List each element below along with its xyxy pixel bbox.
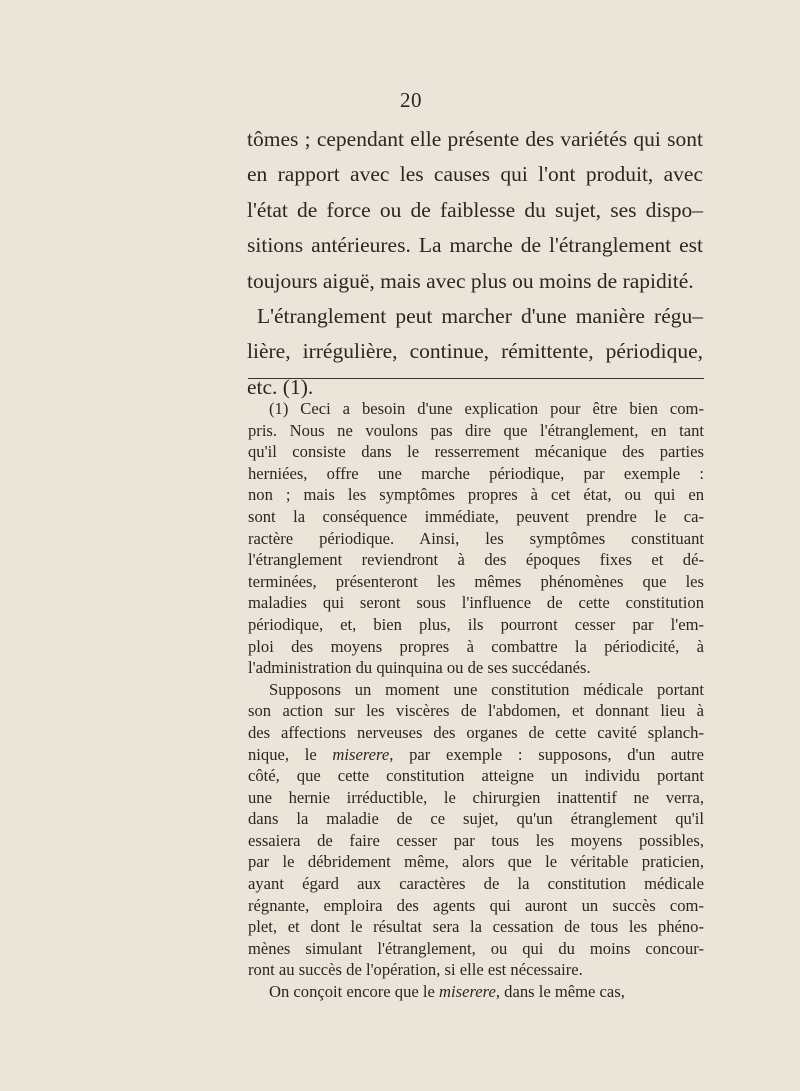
footnote-line: Supposons un moment une constitution médicale portant — [269, 679, 704, 699]
footnote-line-segment: , par exemple : supposons, d'un autre — [389, 744, 705, 764]
footnote-line: sont la conséquence immédiate, peuvent prendre le ca- — [248, 506, 704, 526]
footnote-line: l'administration du quinquina ou de ses succédanés. — [248, 658, 591, 678]
footnote-line: dans la maladie de ce sujet, qu'un étranglement qu'il — [248, 809, 704, 829]
footnote — [248, 398, 704, 1003]
footnote-line: par le débridement même, alors que le véritable praticien, — [248, 852, 704, 872]
footnote-line: (1) Ceci a besoin d'une explication pour être bien com- — [269, 399, 704, 418]
footnote-line: des affections nerveuses des organes de cette cavité splanch- — [248, 722, 704, 742]
italic-term: miserere — [439, 982, 496, 1002]
footnote-line-with-italic — [248, 744, 704, 766]
text-line: etc. (1). — [247, 374, 314, 399]
footnote-line: qu'il consiste dans le resserrement mécanique des parties — [248, 442, 704, 462]
footnote-line: l'étranglement reviendront à des époques fixes et dé- — [248, 550, 704, 570]
text-line: L'étranglement peut marcher d'une manière régu– — [257, 303, 703, 328]
footnote-line: ploi des moyens propres à combattre la périodicité, à — [248, 636, 704, 656]
footnote-separator — [248, 378, 704, 379]
footnote-line-segment: , dans le même cas, — [495, 982, 625, 1002]
footnote-line: une hernie irréductible, le chirurgien inattentif ne verra, — [248, 787, 704, 807]
footnote-line: plet, et dont le résultat sera la cessation de tous les phéno- — [248, 917, 704, 937]
footnote-line: côté, que cette constitution atteigne un individu portant — [248, 766, 704, 786]
footnote-line: son action sur les viscères de l'abdomen, et donnant lieu à — [248, 701, 704, 721]
text-line: toujours aiguë, mais avec plus ou moins de rapidité. — [247, 268, 694, 293]
footnote-line: ractère périodique. Ainsi, les symptômes constituant — [248, 528, 704, 548]
footnote-line: maladies qui seront sous l'influence de cette constitution — [248, 593, 704, 613]
footnote-line: essaiera de faire cesser par tous les moyens possibles, — [248, 830, 704, 850]
footnote-line-with-italic — [248, 981, 704, 1003]
footnote-line-segment: nique, le — [248, 744, 317, 764]
footnote-line: pris. Nous ne voulons pas dire que l'étranglement, en tant — [248, 420, 704, 440]
text-line: l'état de force ou de faiblesse du sujet, ses dispo– — [247, 197, 703, 222]
footnote-line: périodique, et, bien plus, ils pourront cesser par l'em- — [248, 614, 704, 634]
main-text — [247, 122, 703, 405]
footnote-line: non ; mais les symptômes propres à cet état, ou qui en — [248, 485, 704, 505]
footnote-line: terminées, présenteront les mêmes phénomènes que les — [248, 571, 704, 591]
footnote-line: régnante, emploira des agents qui auront un succès com- — [248, 895, 704, 915]
text-line: en rapport avec les causes qui l'ont produit, avec — [247, 162, 703, 187]
page-number: 20 — [400, 88, 422, 112]
text-line: lière, irrégulière, continue, rémittente, périodique, — [247, 339, 703, 364]
footnote-line: mènes simulant l'étranglement, ou qui du moins concour- — [248, 938, 704, 958]
footnote-line: ayant égard aux caractères de la constitution médicale — [248, 874, 704, 894]
footnote-line: ront au succès de l'opération, si elle est nécessaire. — [248, 960, 583, 980]
text-line: sitions antérieures. La marche de l'étranglement est — [247, 233, 703, 258]
italic-term: miserere — [332, 744, 390, 764]
text-line: tômes ; cependant elle présente des variétés qui sont — [247, 127, 703, 151]
footnote-line-segment: On conçoit encore que le — [269, 982, 435, 1002]
footnote-line: herniées, offre une marche périodique, par exemple : — [248, 463, 704, 483]
